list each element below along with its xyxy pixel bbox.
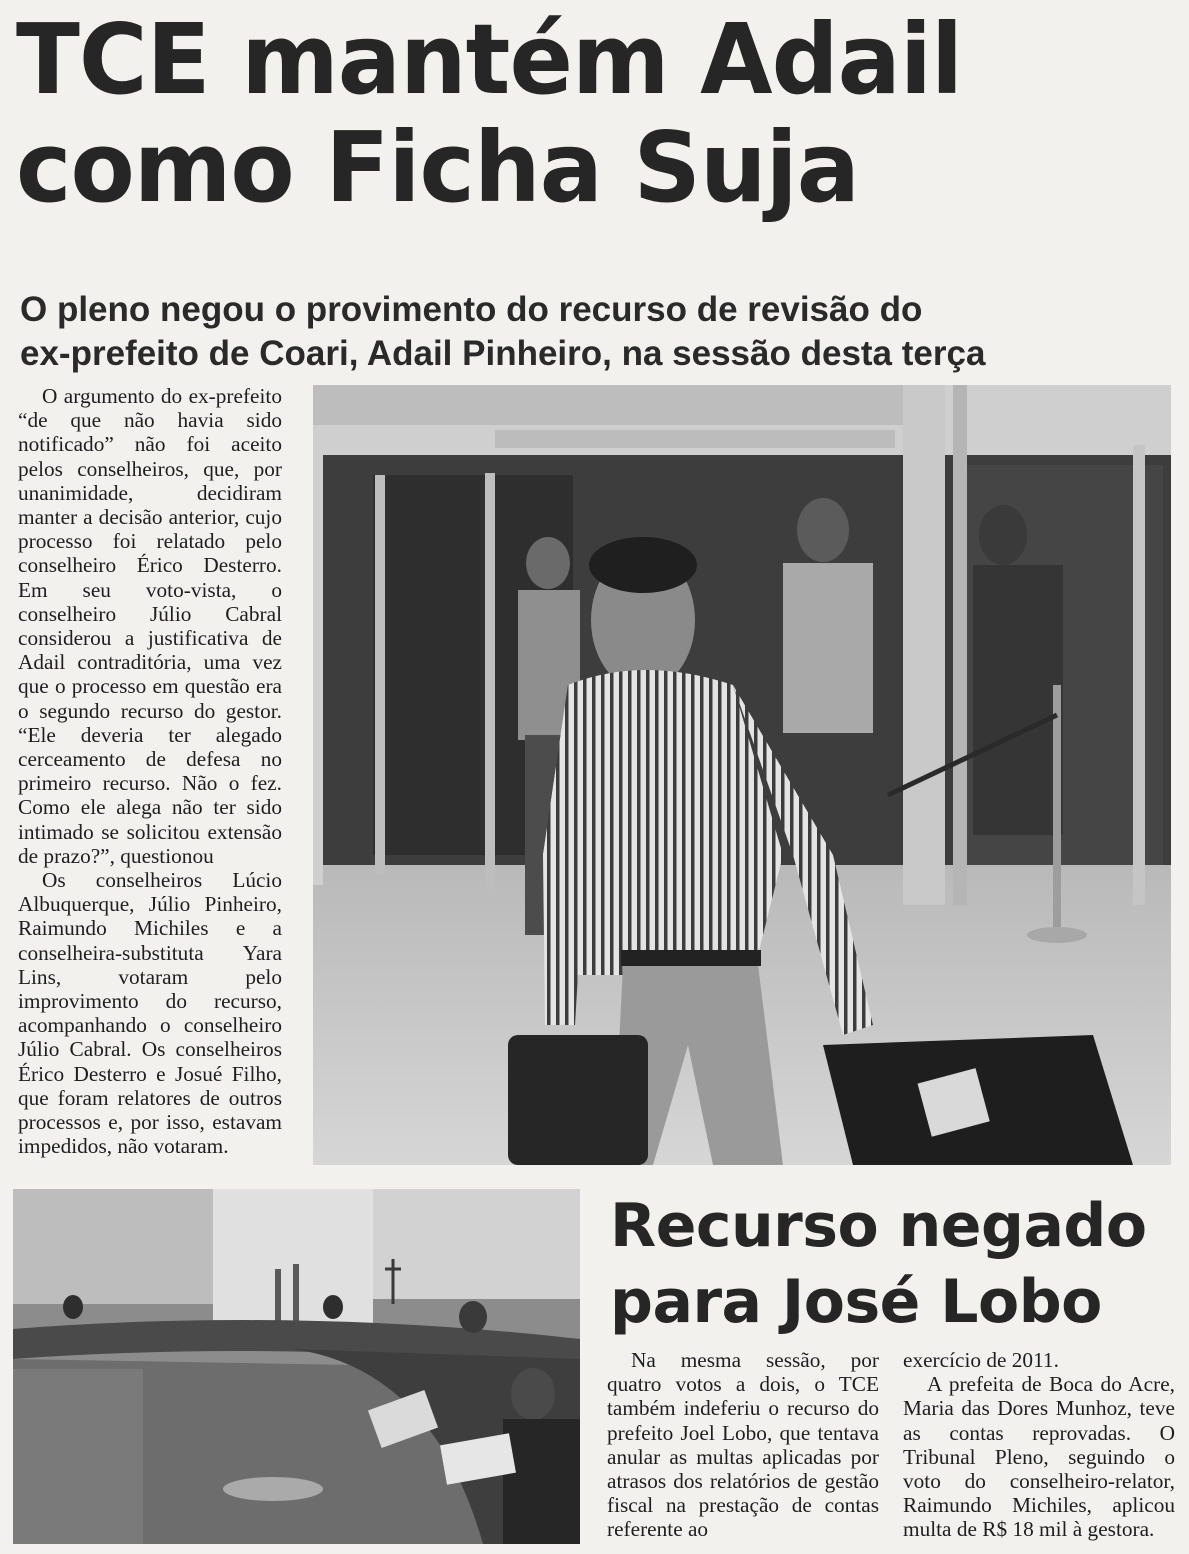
- secondary-headline: [610, 1188, 1180, 1340]
- article2-column-1: [607, 1348, 879, 1542]
- subhead-line-1: O pleno negou o provimento do recurso de revisão do: [20, 290, 923, 329]
- subhead-line-2: ex-prefeito de Coari, Adail Pinheiro, na sessão desta terça: [20, 334, 986, 373]
- headline-line-2: como Ficha Suja: [16, 111, 859, 224]
- article2-paragraph-2: A prefeita de Boca do Acre, Maria das Dores Munhoz, teve as contas reprovadas. O Tribunal Pleno, seguindo o voto do conselheiro-relator, Raimundo Michiles, aplicou multa de R$ 18 mil à gestora.: [903, 1372, 1175, 1542]
- article-paragraph-1: O argumento do ex-prefeito “de que não havia sido notificado” não foi aceito pelos conselheiros, que, por unanimidade, decidiram manter a decisão anterior, cujo processo foi relatado pelo conselheiro Érico Desterro. Em seu voto-vista, o conselheiro Júlio Cabral considerou a justificativa de Adail contraditória, uma vez que o processo em questão era o segundo recurso do gestor. “Ele deveria ter alegado cerceamento de defesa no primeiro recurso. Não o fez. Como ele alega não ter sido intimado se solicitou extensão de prazo?”, questionou: [18, 384, 282, 868]
- headline2-line-1: Recurso negado: [610, 1191, 1147, 1261]
- main-headline: [16, 3, 1135, 224]
- article2-paragraph-continued: exercício de 2011.: [903, 1348, 1059, 1372]
- article2-column-2: [903, 1348, 1175, 1542]
- headline-line-1: TCE mantém Adail: [16, 3, 963, 116]
- main-photo: [313, 385, 1171, 1165]
- article-paragraph-2: Os conselheiros Lúcio Albuquerque, Júlio Pinheiro, Raimundo Michiles e a conselheira-substituta Yara Lins, votaram pelo improvimento do recurso, acompanhando o conselheiro Júlio Cabral. Os conselheiros Érico Desterro e Josué Filho, que foram relatores de outros processos e, por isso, estavam impedidos, não votaram.: [18, 868, 282, 1159]
- article2-paragraph-1: Na mesma sessão, por quatro votos a dois, o TCE também indeferiu o recurso do prefeito Joel Lobo, que tentava anular as multas aplicadas por atrasos dos relatórios de gestão fiscal na prestação de contas referente ao: [607, 1348, 879, 1542]
- article-body: [18, 384, 282, 1159]
- session-photo: [13, 1189, 580, 1544]
- subheadline: [20, 288, 1180, 376]
- headline2-line-2: para José Lobo: [610, 1267, 1102, 1337]
